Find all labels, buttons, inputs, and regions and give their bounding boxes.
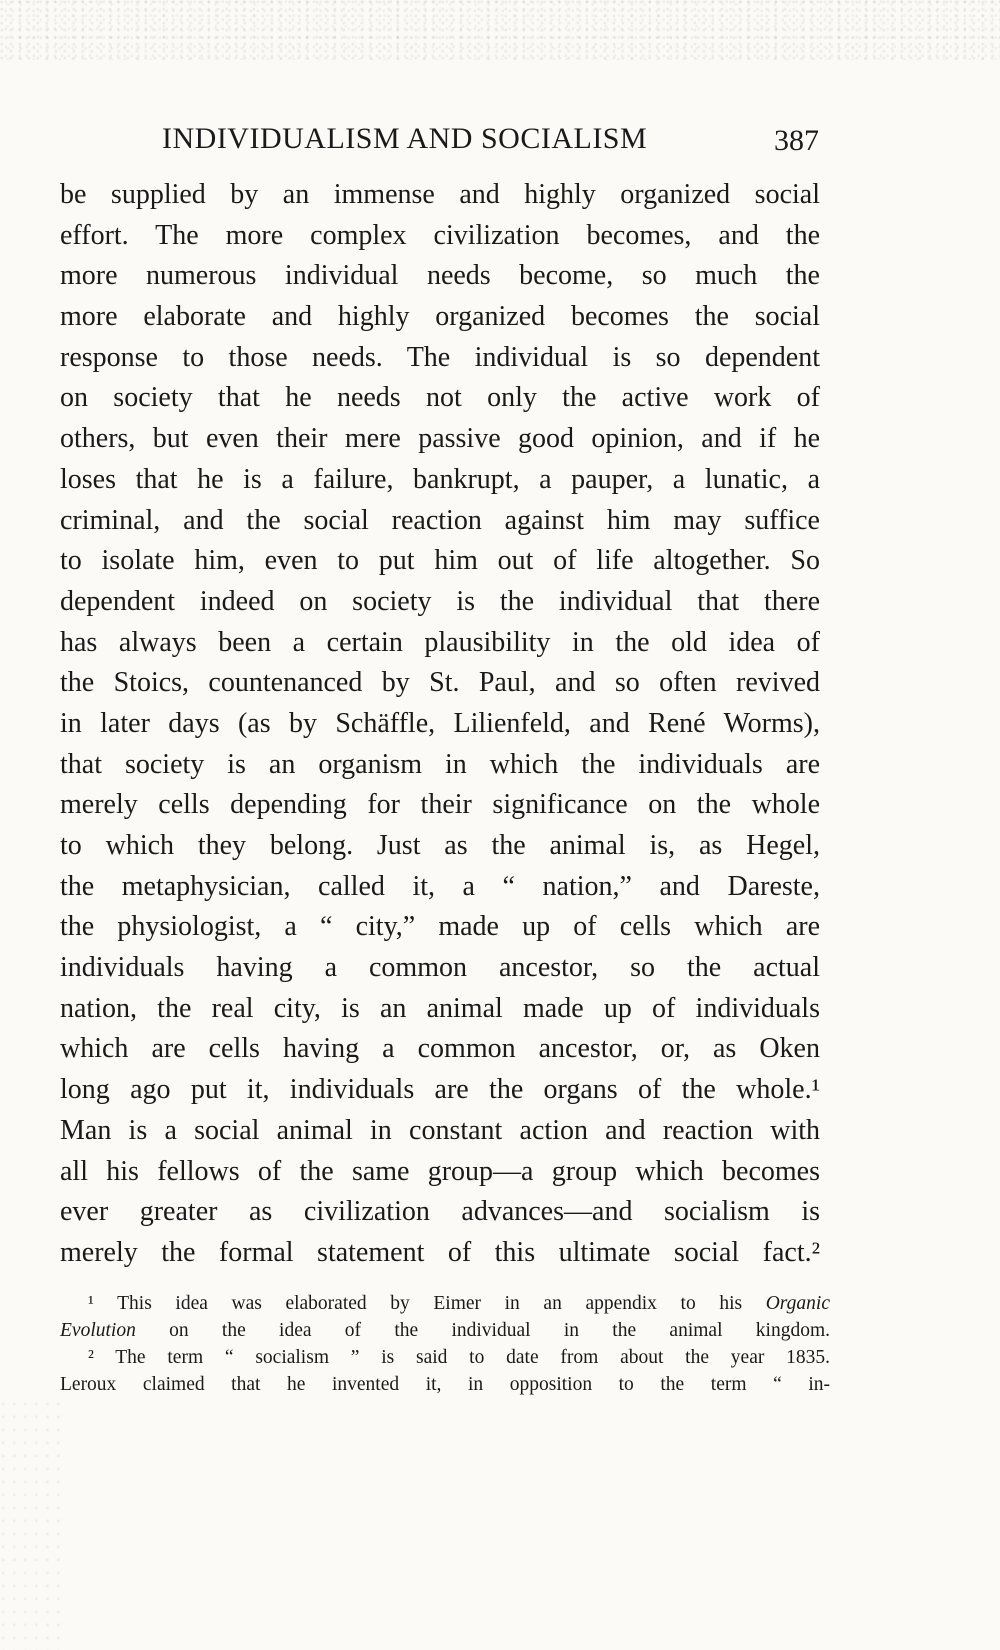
text-line: the physiologist, a “ city,” made up of cells which are — [60, 911, 820, 943]
text-line: on society that he needs not only the active work of — [60, 382, 820, 414]
text-line: criminal, and the social reaction against him may suffice — [60, 504, 820, 536]
footnote-1-line-2 — [60, 1317, 830, 1344]
text-line: the metaphysician, called it, a “ nation,” and Dareste, — [60, 870, 820, 902]
text-line: in later days (as by Schäffle, Lilienfeld, and René Worms), — [60, 707, 820, 739]
text-line: to isolate him, even to put him out of life altogether. So — [60, 545, 820, 577]
text-line: others, but even their mere passive good opinion, and if he — [60, 423, 820, 455]
page-edge-speckle — [0, 1400, 60, 1650]
text-line: nation, the real city, is an animal made up of individuals — [60, 992, 820, 1024]
footnotes — [60, 1290, 830, 1398]
running-head: INDIVIDUALISM AND SOCIALISM — [162, 122, 648, 155]
text-line: dependent indeed on society is the individual that there — [60, 585, 820, 617]
footnote-1-title-part: Organic — [765, 1293, 830, 1314]
text-line: effort. The more complex civilization becomes, and the — [60, 219, 820, 251]
page-header — [0, 122, 1000, 162]
text-line: more elaborate and highly organized becomes the social — [60, 301, 820, 333]
text-line: Man is a social animal in constant action and reaction with — [60, 1114, 820, 1146]
text-line: to which they belong. Just as the animal is, as Hegel, — [60, 830, 820, 861]
text-line: loses that he is a failure, bankrupt, a pauper, a lunatic, a — [60, 463, 820, 495]
text-line: more numerous individual needs become, so much the — [60, 260, 820, 292]
page-edge-speckle — [0, 0, 1000, 60]
text-line: that society is an organism in which the individuals are — [60, 748, 820, 780]
text-line: the Stoics, countenanced by St. Paul, and so often revived — [60, 667, 820, 699]
body-paragraph — [60, 175, 820, 1274]
text-line: merely the formal statement of this ultimate social fact.² — [60, 1236, 820, 1268]
footnote-1-text: ¹ This idea was elaborated by Eimer in an appendix to his — [88, 1293, 743, 1314]
page-number: 387 — [774, 124, 819, 157]
footnote-1-title-part: Evolution — [60, 1320, 136, 1341]
footnote-2-line-1: ² The term “ socialism ” is said to date from about the year 1835. — [88, 1347, 830, 1368]
text-line: all his fellows of the same group—a group which becomes — [60, 1155, 820, 1187]
text-line: has always been a certain plausibility in the old idea of — [60, 626, 820, 658]
footnote-2-line-2: Leroux claimed that he invented it, in opposition to the term “ in- — [60, 1374, 830, 1395]
text-line: be supplied by an immense and highly organized social — [60, 179, 820, 210]
text-line: individuals having a common ancestor, so the actual — [60, 952, 820, 984]
footnote-1-text: on the idea of the individual in the animal kingdom. — [169, 1320, 830, 1341]
text-line: long ago put it, individuals are the organs of the whole.¹ — [60, 1074, 820, 1106]
text-line: which are cells having a common ancestor, or, as Oken — [60, 1033, 820, 1065]
text-line: ever greater as civilization advances—and socialism is — [60, 1196, 820, 1228]
text-line: merely cells depending for their significance on the whole — [60, 789, 820, 821]
footnote-1-line-1 — [60, 1290, 830, 1317]
text-line: response to those needs. The individual is so dependent — [60, 341, 820, 373]
